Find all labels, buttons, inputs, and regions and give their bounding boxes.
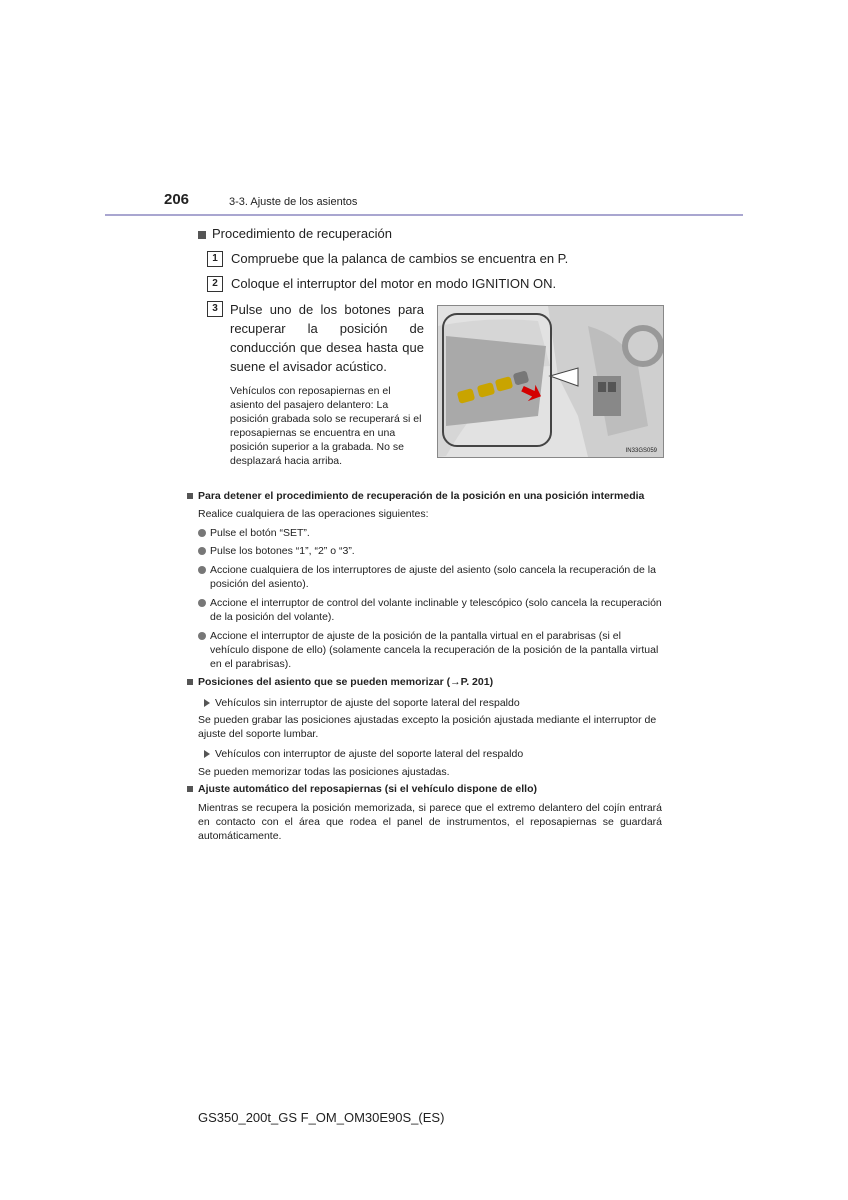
header-rule <box>105 214 743 216</box>
square-bullet-icon <box>187 786 193 792</box>
list-item <box>198 544 662 558</box>
stop-title-text: Para detener el procedimiento de recuperación de la posición en una posición intermedia <box>198 490 645 502</box>
bullet-dot-icon <box>198 599 206 607</box>
procedure-heading-text: Procedimiento de recuperación <box>212 226 392 241</box>
square-bullet-icon <box>187 493 193 499</box>
list-item <box>198 563 662 591</box>
step-text: Coloque el interruptor del motor en modo IGNITION ON. <box>231 276 557 292</box>
stop-section-title <box>187 490 644 502</box>
step-3-text: Pulse uno de los botones para recuperar la posición de conducción que desea hasta que suene el avisador acústico. <box>230 302 424 374</box>
legrest-text: Mientras se recupera la posición memorizada, si parece que el extremo delantero del cojín entrará en contacto con el área que rodea el panel de instrumentos, el reposapiernas se guardará automáticamente. <box>198 802 662 842</box>
list-item-text: Accione cualquiera de los interruptores de ajuste del asiento (solo cancela la recuperación de la posición del asiento). <box>210 564 656 590</box>
memorize-case-1 <box>204 696 520 710</box>
legrest-title-text: Ajuste automático del reposapiernas (si el vehículo dispone de ello) <box>198 783 537 795</box>
square-bullet-icon <box>198 231 206 239</box>
memory-buttons-illustration <box>437 305 664 458</box>
bullet-dot-icon <box>198 529 206 537</box>
procedure-heading <box>198 226 392 241</box>
list-item-text: Pulse el botón “SET”. <box>210 527 310 539</box>
bullet-dot-icon <box>198 632 206 640</box>
bullet-dot-icon <box>198 547 206 555</box>
memorize-section-title <box>187 676 493 688</box>
page-number: 206 <box>164 191 190 208</box>
triangle-bullet-icon <box>204 699 210 707</box>
memorize-case-1-text: Se pueden grabar las posiciones ajustadas excepto la posición ajustada mediante el interruptor de ajuste del soporte lumbar. <box>198 714 657 740</box>
list-item-text: Pulse los botones “1”, “2” o “3”. <box>210 545 355 557</box>
stop-intro: Realice cualquiera de las operaciones siguientes: <box>198 508 429 520</box>
square-bullet-icon <box>187 679 193 685</box>
case-label: Vehículos con interruptor de ajuste del soporte lateral del respaldo <box>215 748 524 760</box>
legrest-section-title <box>187 783 537 795</box>
memorize-case-2 <box>204 747 523 761</box>
memorize-title-text: Posiciones del asiento que se pueden memorizar (→P. 201) <box>198 676 494 688</box>
memorize-case-2-text: Se pueden memorizar todas las posiciones ajustadas. <box>198 766 450 778</box>
triangle-bullet-icon <box>204 750 210 758</box>
bullet-dot-icon <box>198 566 206 574</box>
step-1 <box>207 250 568 267</box>
step-number: 3 <box>207 301 223 317</box>
case-label: Vehículos sin interruptor de ajuste del soporte lateral del respaldo <box>215 697 520 709</box>
step-2 <box>207 275 556 292</box>
illustration-code: IN33GS059 <box>625 448 657 454</box>
section-title: 3-3. Ajuste de los asientos <box>229 196 358 208</box>
list-item-text: Accione el interruptor de ajuste de la posición de la pantalla virtual en el parabrisas (si el vehículo dispone de ello) (solamente cancela la recuperación de la posición de la pantalla virtual en el parabrisas). <box>210 630 659 670</box>
step-3 <box>207 300 231 317</box>
document-code: GS350_200t_GS F_OM_OM30E90S_(ES) <box>198 1110 445 1125</box>
legrest-note: Vehículos con reposapiernas en el asiento del pasajero delantero: La posición grabada solo se recuperará si el reposapiernas se encuentra en una posición superior a la grabada. No se desplazará hacia arriba. <box>230 385 422 467</box>
step-number: 2 <box>207 276 223 292</box>
door-panel-drawing <box>438 306 663 457</box>
step-text: Compruebe que la palanca de cambios se encuentra en P. <box>231 251 569 267</box>
list-item <box>198 526 662 540</box>
list-item <box>198 629 662 671</box>
step-number: 1 <box>207 251 223 267</box>
list-item-text: Accione el interruptor de control del volante inclinable y telescópico (solo cancela la recuperación de la posición del volante). <box>210 597 662 623</box>
list-item <box>198 596 662 624</box>
